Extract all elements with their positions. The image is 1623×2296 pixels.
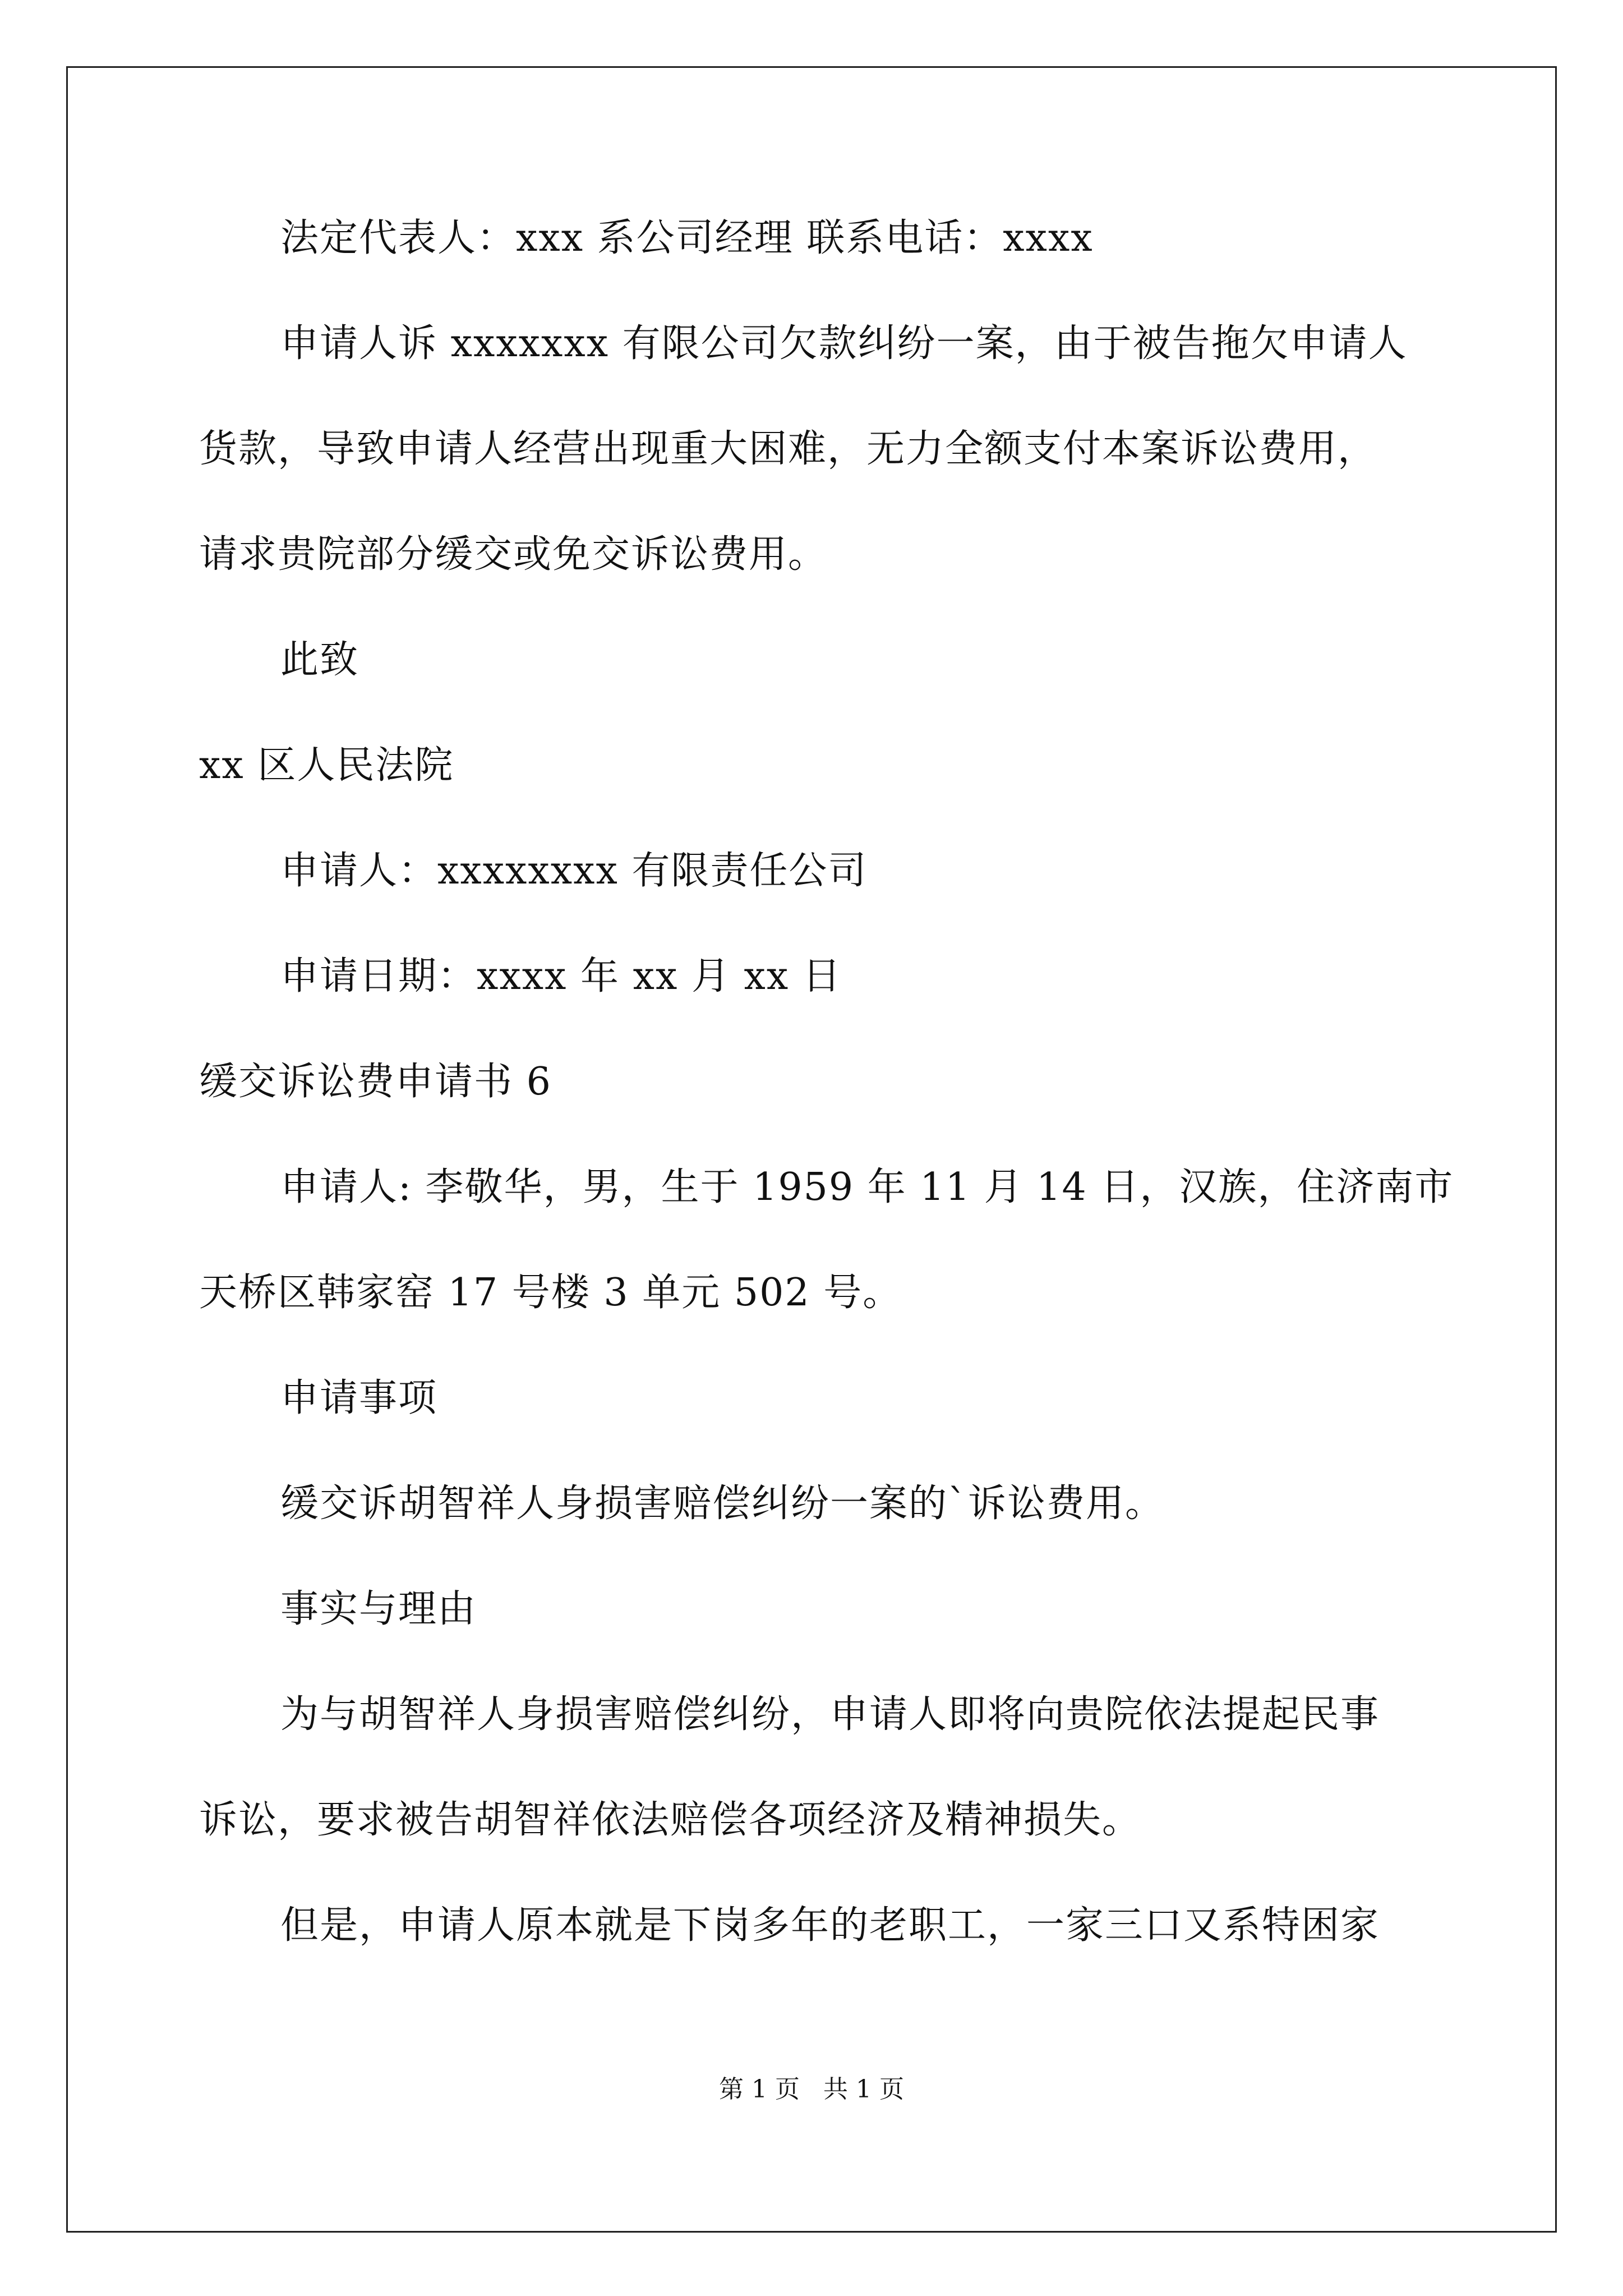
paragraph-line: 申请人: 李敬华，男，生于 1959 年 11 月 14 日，汉族，住济南市 xyxy=(280,1165,1454,1209)
paragraph-line: 缓交诉胡智祥人身损害赔偿纠纷一案的`诉讼费用。 xyxy=(280,1481,1165,1526)
heading-application-items: 申请事项 xyxy=(280,1376,438,1420)
paragraph-line: 申请人诉 xxxxxxx 有限公司欠款纠纷一案，由于被告拖欠申请人 xyxy=(280,321,1408,366)
page-footer: 第 1 页 共 1 页 xyxy=(719,2075,904,2104)
paragraph-line: 但是，申请人原本就是下岗多年的老职工，一家三口又系特困家 xyxy=(280,1903,1380,1948)
application-date: 申请日期：xxxx 年 xx 月 xx 日 xyxy=(280,954,842,999)
legal-representative-line: 法定代表人：xxx 系公司经理 联系电话：xxxx xyxy=(280,216,1094,260)
paragraph-line: 请求贵院部分缓交或免交诉讼费用。 xyxy=(199,532,828,577)
paragraph-line: 诉讼，要求被告胡智祥依法赔偿各项经济及精神损失。 xyxy=(199,1798,1142,1842)
paragraph-line: 货款，导致申请人经营出现重大困难，无力全额支付本案诉讼费用， xyxy=(199,427,1377,471)
section-title: 缓交诉讼费申请书 6 xyxy=(199,1060,552,1104)
heading-facts-reasons: 事实与理由 xyxy=(280,1587,477,1631)
salutation: 此致 xyxy=(280,638,359,682)
court-name: xx 区人民法院 xyxy=(199,743,454,788)
applicant-signature: 申请人：xxxxxxxx 有限责任公司 xyxy=(280,849,868,893)
paragraph-line: 天桥区韩家窑 17 号楼 3 单元 502 号。 xyxy=(199,1271,902,1315)
paragraph-line: 为与胡智祥人身损害赔偿纠纷，申请人即将向贵院依法提起民事 xyxy=(280,1692,1380,1737)
